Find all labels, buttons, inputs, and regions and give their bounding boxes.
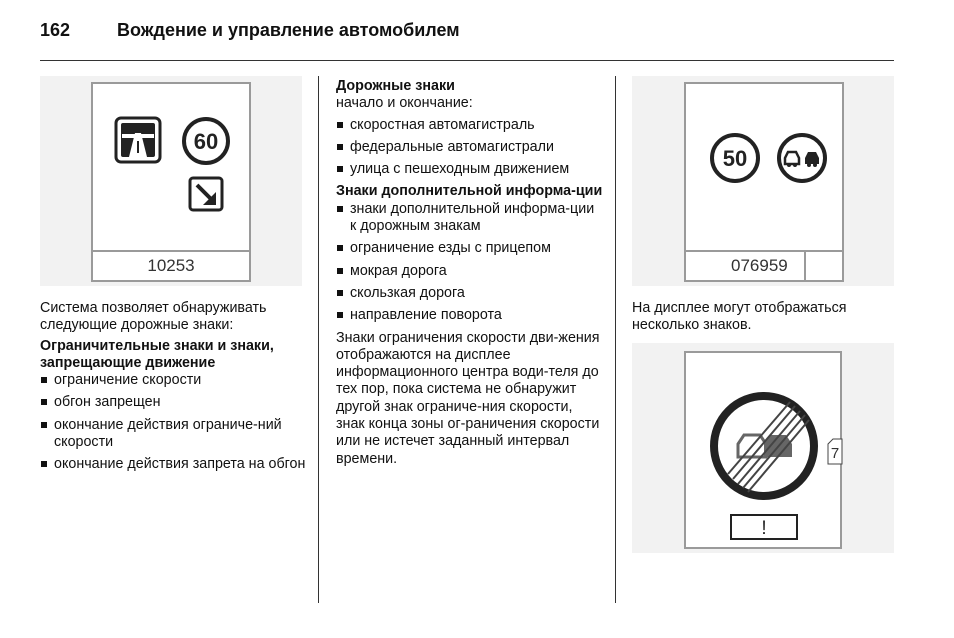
column-divider-2: [615, 76, 616, 603]
road-signs-subtitle: начало и окончание:: [336, 95, 473, 112]
figure-3-panel: [632, 343, 894, 553]
list-item: скользкая дорога: [336, 285, 604, 302]
column-divider-1: [318, 76, 319, 603]
warning-box: [731, 515, 797, 539]
list-item: ограничение езды с прицепом: [336, 240, 604, 257]
page-number: 162: [40, 20, 71, 40]
section-heading-restrictive: Ограничительные знаки и знаки, запрещающие движение: [40, 337, 274, 371]
list-item: знаки дополнительной информа-ции к дорожным знакам: [336, 201, 604, 236]
figure-2-panel: [632, 76, 894, 286]
side-label-number: 7: [830, 445, 840, 462]
page-title: Вождение и управление автомобилем: [117, 20, 460, 40]
list-item: мокрая дорога: [336, 263, 604, 280]
section-heading-additional-info: Знаки дополнительной информа-ции: [336, 183, 603, 200]
speed-60-label: 60: [193, 129, 219, 154]
list-item: улица с пешеходным движением: [336, 161, 604, 178]
sign-group: [686, 84, 842, 250]
list-item: направление поворота: [336, 307, 604, 324]
list-item: окончание действия запрета на обгон: [40, 456, 308, 473]
figure-1-code: 10253: [93, 250, 249, 280]
sign-group: [686, 353, 840, 547]
code-divider: [804, 252, 806, 280]
list-item: обгон запрещен: [40, 394, 308, 411]
intro-text: Система позволяет обнаруживать следующие дорожные знаки:: [40, 300, 267, 334]
header-rule: [40, 60, 894, 61]
list-item: федеральные автомагистрали: [336, 139, 604, 156]
turn-direction-icon: [190, 178, 222, 210]
motorway-icon: [116, 118, 160, 162]
display-frame: [91, 82, 251, 282]
column-2: [336, 78, 604, 468]
side-label-icon: [826, 438, 846, 466]
list-item: скоростная автомагистраль: [336, 117, 604, 134]
list-item: ограничение скорости: [40, 372, 308, 389]
speed-limit-60-icon: [184, 119, 228, 163]
display-frame: [684, 351, 842, 549]
figure-2-code-text: 076959: [731, 256, 788, 275]
speed-50-label: 50: [722, 146, 748, 171]
list-item: окончание действия ограниче-ний скорости: [40, 417, 308, 452]
figure-2-code: [686, 250, 842, 280]
column-3: [632, 300, 894, 335]
warning-mark: !: [761, 518, 767, 539]
speed-display-paragraph: Знаки ограничения скорости дви-жения отображаются на дисплее информационного центра води-теля до тех пор, пока система не обнаружит другой знак ограниче-ния скорости, знак конца зоны ог-раничения скорости или не истечет заданный интервал времени.: [336, 329, 600, 467]
multiple-signs-caption: На дисплее могут отображаться несколько знаков.: [632, 300, 847, 334]
column-1: [40, 300, 308, 474]
no-overtaking-icon: [779, 135, 825, 181]
figure-1-panel: [40, 76, 302, 286]
section-heading-road-signs: Дорожные знаки: [336, 78, 455, 94]
speed-limit-50-icon: [712, 135, 758, 181]
sign-group: [93, 84, 249, 250]
end-no-overtaking-icon: [714, 396, 814, 496]
display-frame: [684, 82, 844, 282]
